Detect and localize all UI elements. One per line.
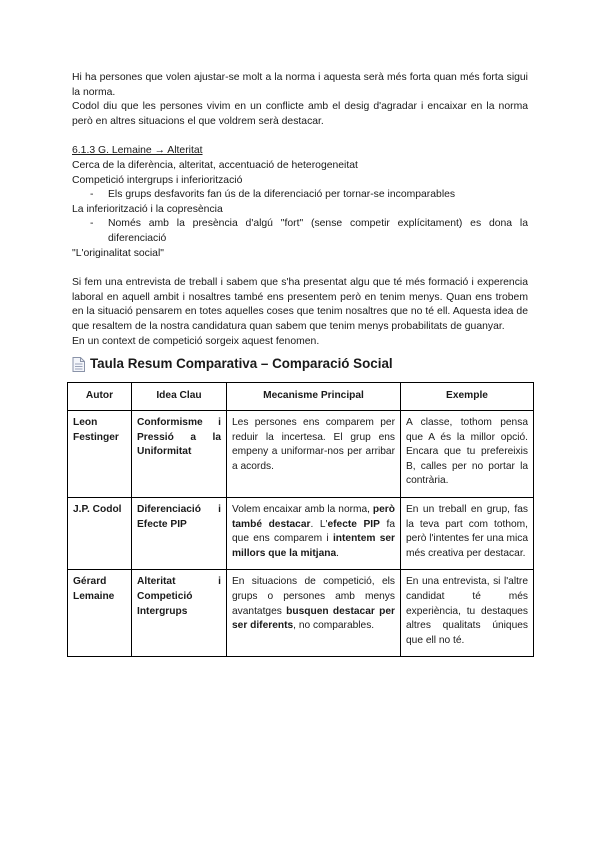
cell-exemple: A classe, tothom pensa que A és la millor opció. Encara que tu prefereixis B, calles per no portar la contrària. [401, 411, 534, 498]
bullet-text: Els grups desfavorits fan ús de la diferenciació per tornar-se incomparables [108, 189, 456, 201]
document-content [72, 71, 528, 657]
cell-autor: J.P. Codol [68, 498, 132, 570]
table-title [72, 355, 528, 373]
comparison-table [67, 382, 534, 657]
header-idea-clau: Idea Clau [132, 383, 227, 411]
cell-exemple: En una entrevista, si l'altre candidat té més experiència, tu destaques altres qualitats úniques que ell no té. [401, 570, 534, 657]
bullet-item-1 [72, 188, 528, 203]
section-line-1: Cerca de la diferència, alteritat, accentuació de heterogeneitat [72, 159, 358, 171]
header-exemple: Exemple [401, 383, 534, 411]
cell-exemple: En un treball en grup, fas la teva part com tothom, però l'intentes fer una mica més creativa per destacar. [401, 498, 534, 570]
cell-autor: Leon Festinger [68, 411, 132, 498]
cell-mecanisme: Les persones ens comparem per reduir la incertesa. El grup ens empeny a uniformar-nos per arribar a acords. [227, 411, 401, 498]
section-line-3: La inferiorització i la copresència [72, 203, 223, 215]
section-line-2: Competició intergrups i inferiorització [72, 174, 243, 186]
bullet-text: Només amb la presència d'algú "fort" (sense competir explícitament) es dona la diferenciació [108, 218, 528, 244]
cell-idea: Diferenciació i Efecte PIP [132, 498, 227, 570]
header-autor: Autor [68, 383, 132, 411]
table-title-text: Taula Resum Comparativa – Comparació Social [90, 356, 393, 372]
document-icon [72, 357, 85, 372]
bullet-dash: - [90, 189, 94, 201]
cell-idea: Alteritat i Competició Intergrups [132, 570, 227, 657]
cell-idea: Conformisme i Pressió a la Uniformitat [132, 411, 227, 498]
cell-mecanisme: En situacions de competició, els grups o persones amb menys avantatges busquen destacar per ser diferents, no comparables. [227, 570, 401, 657]
section-line-4: "L'originalitat social" [72, 247, 164, 259]
cell-autor: Gérard Lemaine [68, 570, 132, 657]
table-row [68, 411, 534, 498]
body-paragraph-2: En un context de competició sorgeix aquest fenomen. [72, 335, 320, 347]
intro-paragraph-1: Hi ha persones que volen ajustar-se molt a la norma i aquesta serà més forta quan més forta sigui la norma. [72, 72, 528, 98]
header-mecanisme: Mecanisme Principal [227, 383, 401, 411]
table-row [68, 570, 534, 657]
intro-paragraph-2: Codol diu que les persones vivim en un conflicte amb el desig d'agradar i encaixar en la norma però en altres situacions el que voldrem serà destacar. [72, 101, 528, 127]
bullet-dash: - [90, 218, 94, 230]
section-heading-link[interactable]: 6.1.3 G. Lemaine → Alteritat [72, 145, 203, 157]
table-header-row [68, 383, 534, 411]
bullet-item-2 [72, 217, 528, 246]
table-row [68, 498, 534, 570]
section-heading [72, 144, 528, 159]
body-paragraph-1: Si fem una entrevista de treball i sabem que s'ha presentat algu que té més formació i experencia laboral en aquell ambit i nosaltres també ens presentem però en tenim menys. Quan ens trobem en la situació pensarem en totes aquelles coses que tenim nosaltres que no té ell. Aquesta idea de que resaltem de la nostra candidatura quan sabem que tenim menys probabilitats de guanyar. [72, 277, 528, 332]
cell-mecanisme: Volem encaixar amb la norma, però també destacar. L'efecte PIP fa que ens comparem i intentem ser millors que la mitjana. [227, 498, 401, 570]
